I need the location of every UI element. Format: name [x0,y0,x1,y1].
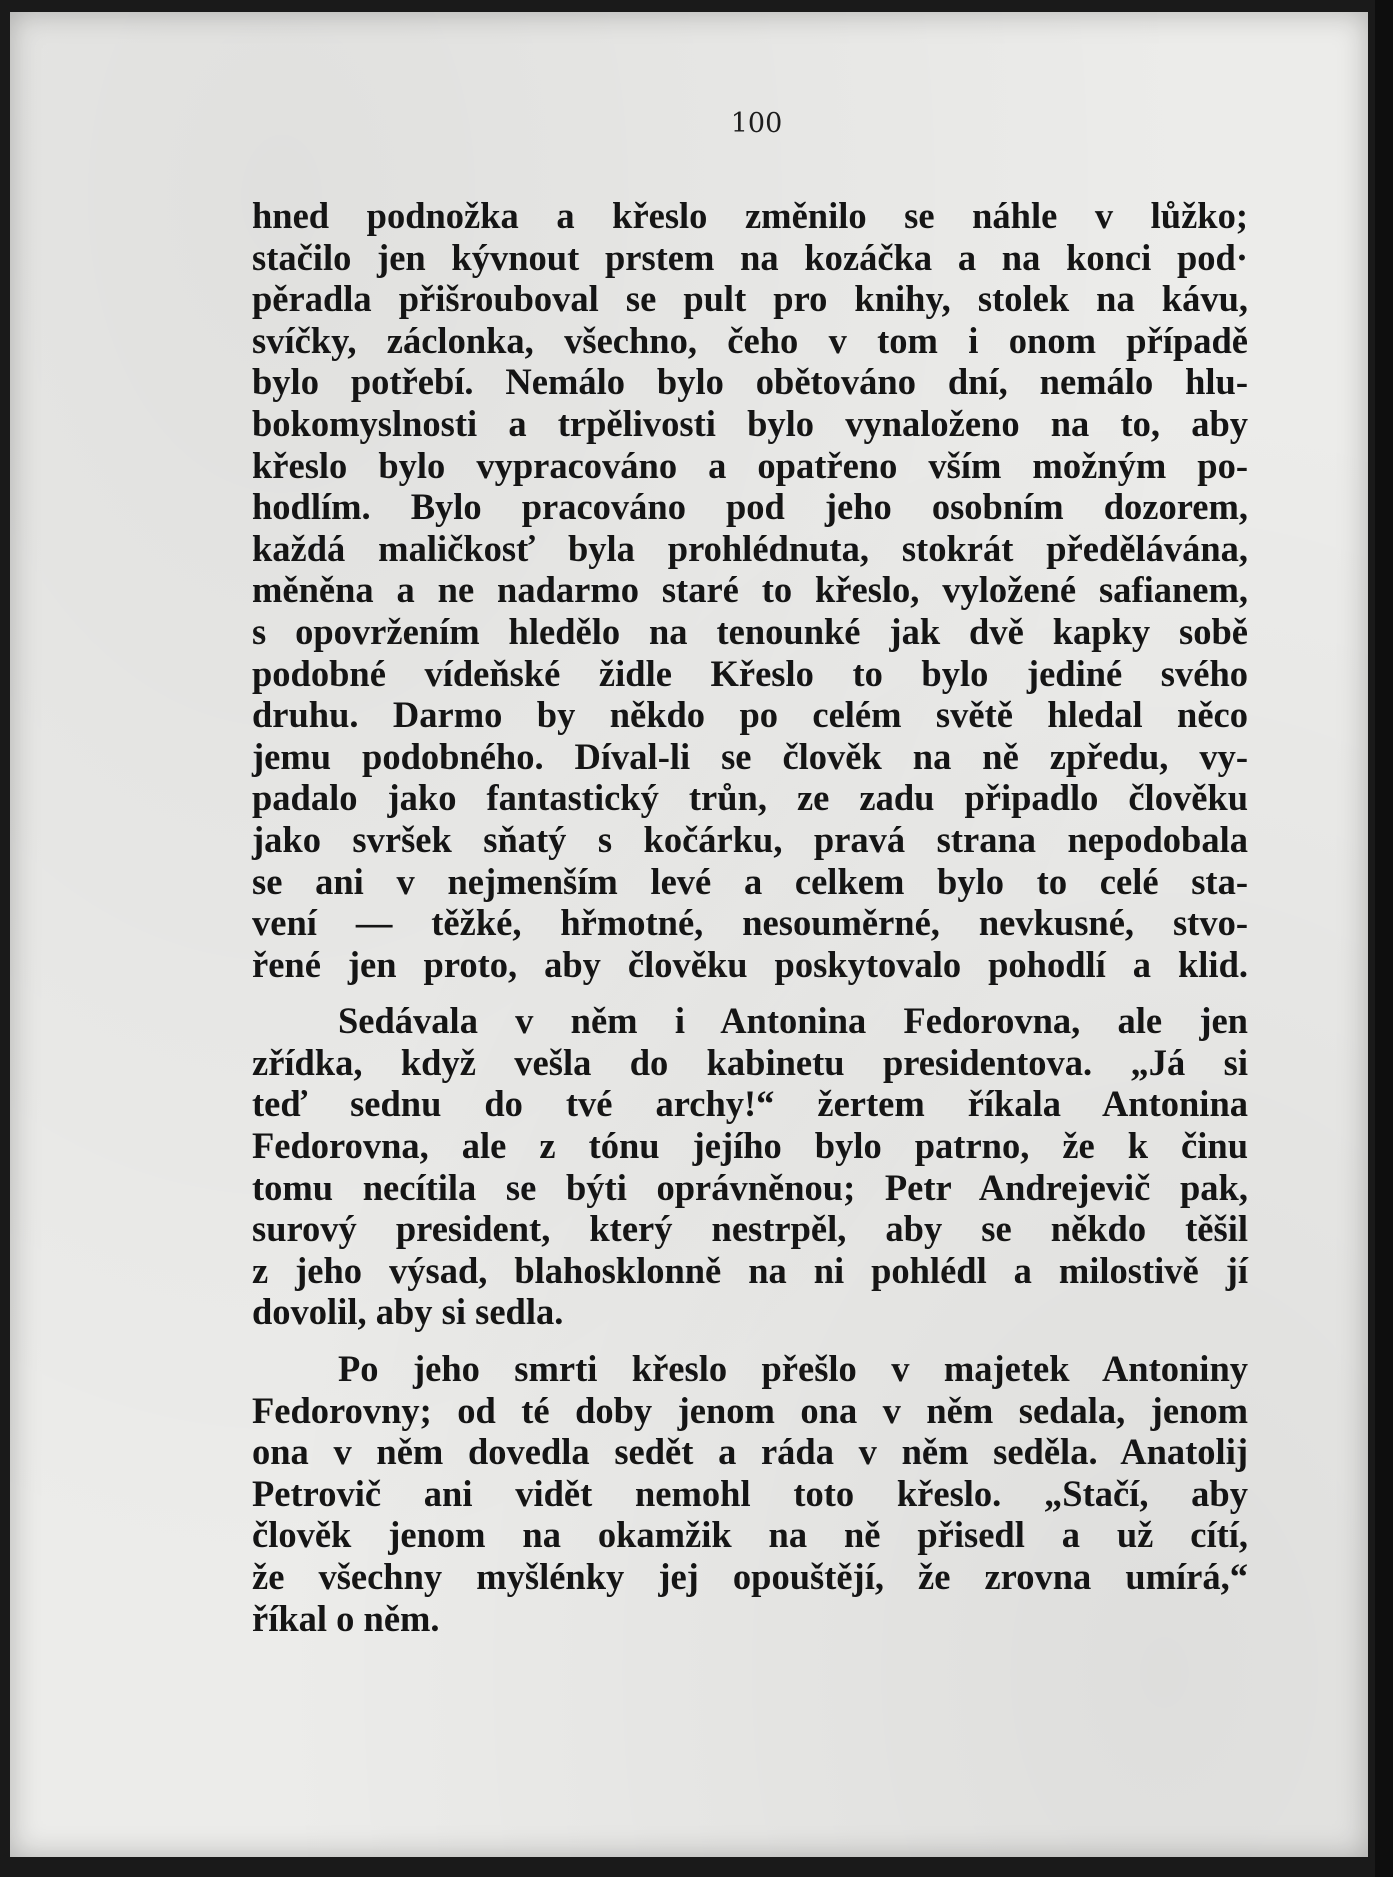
text-line: bylo potřebí. Nemálo bylo obětováno dní, nemálo hlu- [252,361,1248,403]
text-line: se ani v nejmenším levé a celkem bylo to celé sta- [252,860,1248,902]
text-line: jako svršek sňatý s kočárku, pravá strana nepodobala [252,818,1248,860]
text-line: jemu podobného. Díval-li se člověk na ně zpředu, vy- [252,735,1248,777]
text-line: říkal o něm. [252,1597,440,1639]
text-line: svíčky, záclonka, všechno, čeho v tom i onom případě [252,319,1248,361]
text-line: řené jen proto, aby člověku poskytovalo pohodlí a klid. [252,943,1248,985]
text-line: zřídka, když vešla do kabinetu presidentova. „Já si [252,1041,1248,1083]
text-line: člověk jenom na okamžik na ně přisedl a už cítí, [252,1514,1248,1556]
body-text [252,195,1248,1639]
text-line: podobné vídeňské židle Křeslo to bylo jediné svého [252,652,1248,694]
text-line: bokomyslnosti a trpělivosti bylo vynaloženo na to, aby [252,402,1248,444]
text-line: každá maličkosť byla prohlédnuta, stokrát předělávána, [252,527,1248,569]
scan-border [1375,0,1393,1877]
text-line: druhu. Darmo by někdo po celém světě hledal něco [252,694,1248,736]
text-line: s opovržením hledělo na tenounké jak dvě kapky sobě [252,610,1248,652]
text-line: že všechny myšlénky jej opouštějí, že zrovna umírá,“ [252,1556,1248,1597]
text-line: z jeho výsad, blahosklonně na ni pohlédl a milostivě jí [252,1249,1248,1291]
text-line: křeslo bylo vypracováno a opatřeno vším možným po- [252,444,1248,486]
text-line: Po jeho smrti křeslo přešlo v majetek Antoniny [338,1348,1248,1390]
paragraph-2 [252,1000,1248,1333]
text-line: hned podnožka a křeslo změnilo se náhle v lůžko; [252,195,1248,236]
text-line: stačilo jen kývnout prstem na kozáčka a na konci pod· [252,236,1248,278]
paragraph-3 [252,1348,1248,1639]
text-line: ona v něm dovedla sedět a ráda v něm seděla. Anatolij [252,1431,1248,1473]
text-line: hodlím. Bylo pracováno pod jeho osobním dozorem, [252,486,1248,528]
text-line: surový president, který nestrpěl, aby se někdo těšil [252,1208,1248,1250]
text-line: padalo jako fantastický trůn, ze zadu připadlo člověku [252,777,1248,819]
paragraph-1 [252,195,1248,985]
text-line: Sedávala v něm i Antonina Fedorovna, ale jen [338,1000,1248,1042]
page-number: 100 [730,108,783,139]
text-line: Fedorovna, ale z tónu jejího bylo patrno, že k činu [252,1125,1248,1167]
text-line: dovolil, aby si sedla. [252,1291,564,1333]
text-line: vení — těžké, hřmotné, nesouměrné, nevkusné, stvo- [252,902,1248,944]
text-line: Fedorovny; od té doby jenom ona v něm sedala, jenom [252,1389,1248,1431]
text-line: Petrovič ani vidět nemohl toto křeslo. „Stačí, aby [252,1472,1248,1514]
text-line: pěradla přišrouboval se pult pro knihy, stolek na kávu, [252,278,1248,320]
text-line: měněna a ne nadarmo staré to křeslo, vyložené safianem, [252,569,1248,611]
text-line: tomu necítila se býti oprávněnou; Petr Andrejevič pak, [252,1166,1248,1208]
text-line: teď sednu do tvé archy!“ žertem říkala Antonina [252,1083,1248,1125]
